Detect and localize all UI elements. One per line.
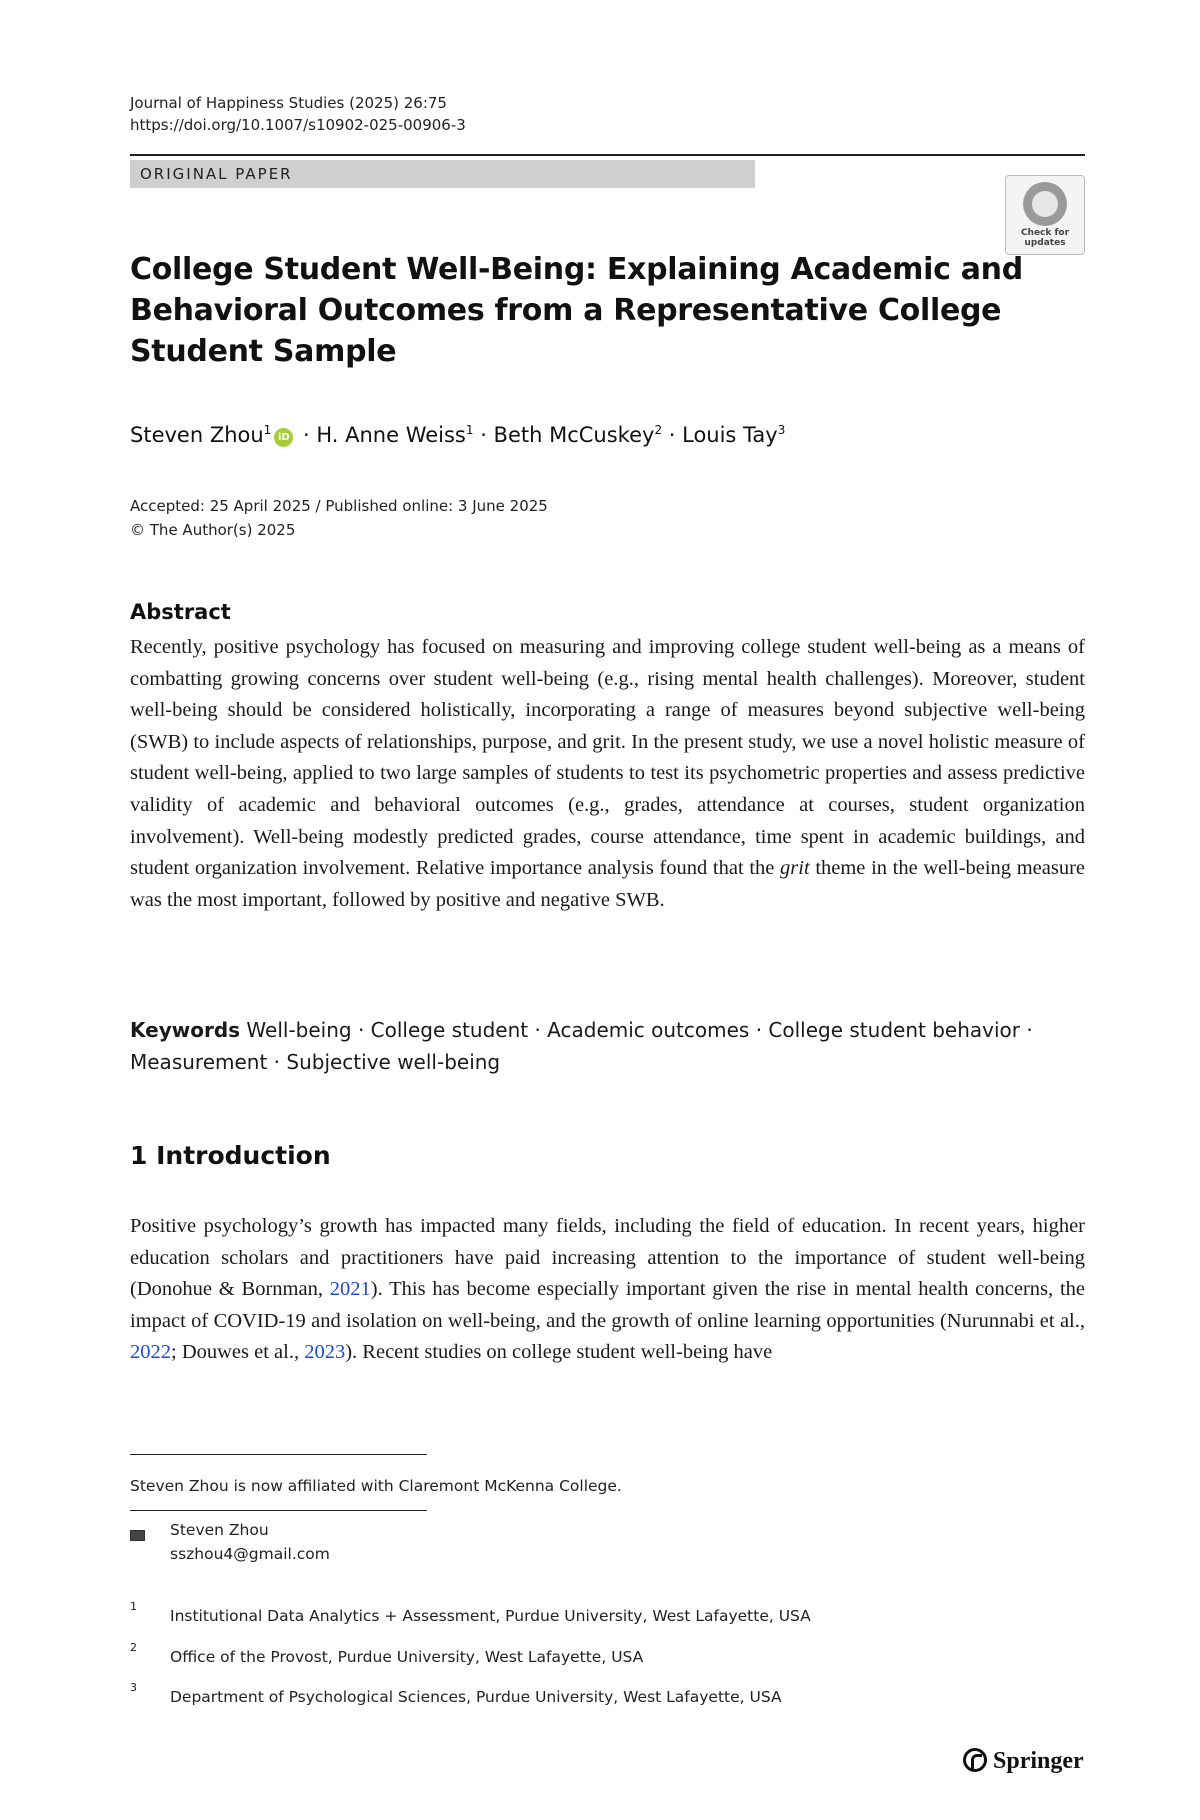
contact-name: Steven Zhou <box>170 1521 269 1539</box>
author-name[interactable]: Beth McCuskey <box>493 423 655 447</box>
author-affiliation-mark: 3 <box>777 423 786 437</box>
keywords-block <box>130 1014 1085 1078</box>
abstract-body <box>130 632 1085 916</box>
author-name[interactable]: H. Anne Weiss <box>316 423 466 447</box>
author-name[interactable]: Louis Tay <box>682 423 778 447</box>
footnote-rule <box>130 1510 427 1511</box>
affiliation: Department of Psychological Sciences, Purdue University, West Lafayette, USA <box>170 1688 782 1706</box>
intro-text: Positive psychology’s growth has impacted many fields, including the field of education. In recent years, higher education scholars and practitioners have paid increasing attention to the importance of student well-being (Donohue & Bornman, <box>130 1215 1085 1301</box>
author-separator: · <box>296 423 317 447</box>
journal-header <box>130 92 466 136</box>
section-heading: 1 Introduction <box>130 1141 331 1170</box>
journal-citation: Journal of Happiness Studies (2025) 26:75 <box>130 94 447 112</box>
citation-link[interactable]: 2023 <box>304 1341 346 1364</box>
intro-paragraph <box>130 1211 1085 1369</box>
copyright-line: © The Author(s) 2025 <box>130 521 296 539</box>
crossmark-icon <box>1023 182 1067 226</box>
author-affiliation-mark: 1 <box>465 423 474 437</box>
abstract-text: theme in the well-being measure was the most important, followed by positive and negative SWB. <box>130 857 1085 911</box>
affiliation-number: 2 <box>130 1641 137 1654</box>
author-name[interactable]: Steven Zhou <box>130 423 264 447</box>
keywords-label: Keywords <box>130 1018 241 1042</box>
abstract-text: Recently, positive psychology has focused on measuring and improving college student well-being as a means of combatting growing concerns over student well-being (e.g., rising mental health challenges). Moreover, student well-being should be considered holistically, incorporating a range of measures beyond subjective well-being (SWB) to include aspects of relationships, purpose, and grit. In the present study, we use a novel holistic measure of student well-being, applied to two large samples of students to test its psychometric properties and assess predictive validity of academic and behavioral outcomes (e.g., grades, attendance at courses, student organization involvement). Well-being modestly predicted grades, course attendance, time spent in academic buildings, and student organization involvement. Relative importance analysis found that the <box>130 636 1085 880</box>
author-affiliation-mark: 1 <box>263 423 272 437</box>
intro-text: ). This has become especially important given the rise in mental health concerns, the impact of COVID-19 and isolation on well-being, and the growth of online learning opportunities (Nurunnabi et al., <box>130 1278 1085 1332</box>
publisher-name: Springer <box>993 1748 1084 1774</box>
author-list <box>130 416 785 449</box>
crossmark-button[interactable] <box>1005 175 1085 255</box>
article-type-badge: ORIGINAL PAPER <box>130 160 755 188</box>
keywords-list: Well-being · College student · Academic outcomes · College student behavior · Measurement · Subjective well-being <box>130 1018 1033 1074</box>
article-title: College Student Well-Being: Explaining Academic and Behavioral Outcomes from a Representative College Student Sample <box>130 252 1023 369</box>
crossmark-label: Check for updates <box>1020 228 1070 248</box>
publication-dates <box>130 494 548 542</box>
affiliation-number: 3 <box>130 1681 137 1694</box>
affiliation-number: 1 <box>130 1600 137 1613</box>
author-separator: · <box>662 423 683 447</box>
corresponding-author <box>170 1518 330 1566</box>
abstract-italic: grit <box>780 857 810 880</box>
footnote-rule <box>130 1454 427 1455</box>
orcid-icon[interactable]: iD <box>274 428 293 447</box>
header-rule <box>130 154 1085 156</box>
author-affiliation-mark: 2 <box>654 423 663 437</box>
footnote: Steven Zhou is now affiliated with Claremont McKenna College. <box>130 1477 622 1495</box>
citation-link[interactable]: 2021 <box>329 1278 371 1301</box>
affiliation: Office of the Provost, Purdue University, West Lafayette, USA <box>170 1648 644 1666</box>
affiliation: Institutional Data Analytics + Assessment, Purdue University, West Lafayette, USA <box>170 1607 811 1625</box>
accepted-published-line: Accepted: 25 April 2025 / Published online: 3 June 2025 <box>130 497 548 515</box>
abstract-heading: Abstract <box>130 600 231 624</box>
envelope-icon <box>130 1530 145 1541</box>
intro-text: ; Douwes et al., <box>171 1341 305 1364</box>
doi-link[interactable]: https://doi.org/10.1007/s10902-025-00906-3 <box>130 116 466 134</box>
publisher-logo <box>963 1748 1084 1775</box>
springer-horse-icon <box>963 1748 987 1772</box>
citation-link[interactable]: 2022 <box>130 1341 171 1364</box>
intro-text: ). Recent studies on college student well-being have <box>345 1341 773 1364</box>
contact-email[interactable]: sszhou4@gmail.com <box>170 1545 330 1563</box>
author-separator: · <box>473 423 494 447</box>
